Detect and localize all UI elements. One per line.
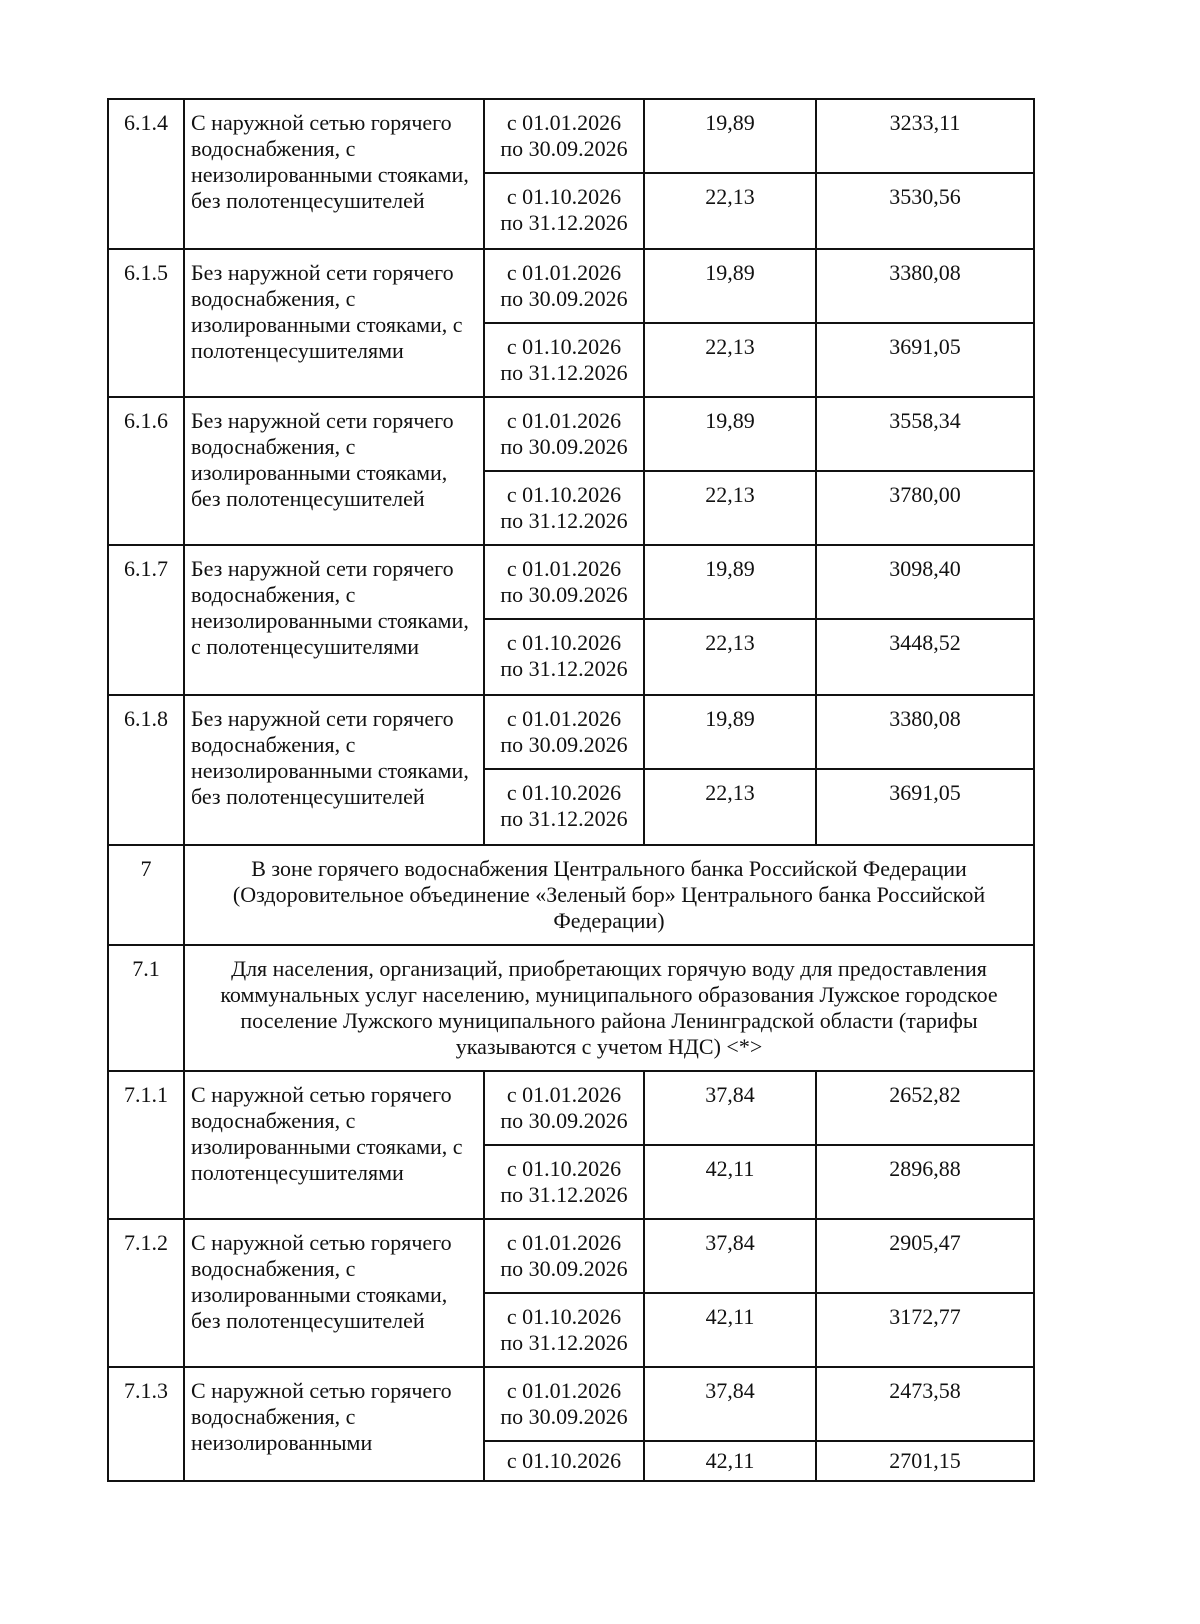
period-to: по 31.12.2026 (500, 1182, 628, 1207)
row-description: Без наружной сети горячего водоснабжения, с неизолированными стояками, без полотенцесушителей (184, 695, 484, 845)
row-description: С наружной сетью горячего водоснабжения, с неизолированными стояками, без полотенцесушителей (184, 99, 484, 249)
period-from: с 01.01.2026 (506, 110, 622, 135)
row-description: С наружной сетью горячего водоснабжения, с изолированными стояками, без полотенцесушителей (184, 1219, 484, 1367)
row-number: 6.1.4 (108, 99, 184, 249)
row-description: С наружной сетью горячего водоснабжения, с изолированными стояками, с полотенцесушителями (184, 1071, 484, 1219)
row-number: 6.1.6 (108, 397, 184, 545)
period-cell (484, 249, 644, 323)
period-cell (484, 173, 644, 249)
period-from: с 01.01.2026 (506, 1378, 622, 1403)
row-number: 7.1.2 (108, 1219, 184, 1367)
row-number: 6.1.8 (108, 695, 184, 845)
period-to: по 30.09.2026 (500, 1108, 628, 1133)
section-row (108, 845, 1034, 945)
period-to: по 30.09.2026 (500, 582, 628, 607)
value-cell: 3558,34 (816, 397, 1034, 471)
period-to: по 31.12.2026 (500, 1330, 628, 1355)
value-cell: 3233,11 (816, 99, 1034, 173)
table-row (108, 1071, 1034, 1145)
period-cell (484, 695, 644, 769)
table-row (108, 545, 1034, 619)
value-cell: 37,84 (644, 1367, 816, 1441)
period-from: с 01.10.2026 (506, 630, 622, 655)
value-cell: 19,89 (644, 397, 816, 471)
value-cell: 22,13 (644, 619, 816, 695)
row-number: 7.1.3 (108, 1367, 184, 1481)
period-to: по 30.09.2026 (500, 732, 628, 757)
period-cell (484, 1441, 644, 1481)
period-from: с 01.01.2026 (506, 1230, 622, 1255)
value-cell: 37,84 (644, 1219, 816, 1293)
value-cell: 19,89 (644, 695, 816, 769)
row-description: Без наружной сети горячего водоснабжения, с изолированными стояками, с полотенцесушителями (184, 249, 484, 397)
period-from: с 01.10.2026 (506, 1448, 622, 1473)
period-to: по 31.12.2026 (500, 210, 628, 235)
section-number: 7.1 (108, 945, 184, 1071)
section-title: В зоне горячего водоснабжения Центрального банка Российской Федерации (Оздоровительное объединение «Зеленый бор» Центрального банка Российской Федерации) (184, 845, 1034, 945)
value-cell: 19,89 (644, 99, 816, 173)
value-cell: 19,89 (644, 545, 816, 619)
value-cell: 2473,58 (816, 1367, 1034, 1441)
value-cell: 3172,77 (816, 1293, 1034, 1367)
row-description: С наружной сетью горячего водоснабжения, с неизолированными (184, 1367, 484, 1481)
value-cell: 42,11 (644, 1441, 816, 1481)
period-cell (484, 545, 644, 619)
period-cell (484, 99, 644, 173)
period-from: с 01.10.2026 (506, 780, 622, 805)
period-from: с 01.10.2026 (506, 1156, 622, 1181)
row-description: Без наружной сети горячего водоснабжения, с неизолированными стояками, с полотенцесушителями (184, 545, 484, 695)
value-cell: 3691,05 (816, 769, 1034, 845)
value-cell: 22,13 (644, 323, 816, 397)
value-cell: 3448,52 (816, 619, 1034, 695)
period-to: по 31.12.2026 (500, 656, 628, 681)
table-row (108, 99, 1034, 173)
period-from: с 01.01.2026 (506, 556, 622, 581)
value-cell: 3691,05 (816, 323, 1034, 397)
value-cell: 37,84 (644, 1071, 816, 1145)
value-cell: 3380,08 (816, 695, 1034, 769)
period-to: по 30.09.2026 (500, 434, 628, 459)
period-cell (484, 619, 644, 695)
section-title: Для населения, организаций, приобретающих горячую воду для предоставления коммунальных услуг населению, муниципального образования Лужское городское поселение Лужского муниципального района Ленинградской области (тарифы указываются с учетом НДС) <*> (184, 945, 1034, 1071)
period-to: по 30.09.2026 (500, 1404, 628, 1429)
value-cell: 42,11 (644, 1293, 816, 1367)
period-from: с 01.01.2026 (506, 408, 622, 433)
value-cell: 19,89 (644, 249, 816, 323)
period-from: с 01.10.2026 (506, 482, 622, 507)
table-row (108, 1367, 1034, 1441)
value-cell: 22,13 (644, 173, 816, 249)
period-cell (484, 1219, 644, 1293)
row-number: 6.1.7 (108, 545, 184, 695)
table-row (108, 1219, 1034, 1293)
period-from: с 01.01.2026 (506, 706, 622, 731)
value-cell: 3098,40 (816, 545, 1034, 619)
period-to: по 31.12.2026 (500, 806, 628, 831)
value-cell: 3780,00 (816, 471, 1034, 545)
period-cell (484, 769, 644, 845)
period-cell (484, 323, 644, 397)
period-to: по 30.09.2026 (500, 286, 628, 311)
section-number: 7 (108, 845, 184, 945)
period-from: с 01.01.2026 (506, 1082, 622, 1107)
row-number: 6.1.5 (108, 249, 184, 397)
value-cell: 2701,15 (816, 1441, 1034, 1481)
period-from: с 01.01.2026 (506, 260, 622, 285)
period-cell (484, 397, 644, 471)
value-cell: 3530,56 (816, 173, 1034, 249)
tariff-table (107, 98, 1035, 1482)
value-cell: 42,11 (644, 1145, 816, 1219)
table-row (108, 397, 1034, 471)
value-cell: 2905,47 (816, 1219, 1034, 1293)
table-row (108, 249, 1034, 323)
period-cell (484, 471, 644, 545)
section-row (108, 945, 1034, 1071)
value-cell: 2896,88 (816, 1145, 1034, 1219)
period-from: с 01.10.2026 (506, 334, 622, 359)
period-cell (484, 1367, 644, 1441)
period-to: по 30.09.2026 (500, 1256, 628, 1281)
period-cell (484, 1145, 644, 1219)
value-cell: 3380,08 (816, 249, 1034, 323)
period-from: с 01.10.2026 (506, 1304, 622, 1329)
period-to: по 31.12.2026 (500, 360, 628, 385)
period-to: по 31.12.2026 (500, 508, 628, 533)
row-description: Без наружной сети горячего водоснабжения, с изолированными стояками, без полотенцесушителей (184, 397, 484, 545)
table-row (108, 695, 1034, 769)
period-from: с 01.10.2026 (506, 184, 622, 209)
value-cell: 2652,82 (816, 1071, 1034, 1145)
value-cell: 22,13 (644, 471, 816, 545)
period-cell (484, 1071, 644, 1145)
period-to: по 30.09.2026 (500, 136, 628, 161)
period-cell (484, 1293, 644, 1367)
value-cell: 22,13 (644, 769, 816, 845)
row-number: 7.1.1 (108, 1071, 184, 1219)
